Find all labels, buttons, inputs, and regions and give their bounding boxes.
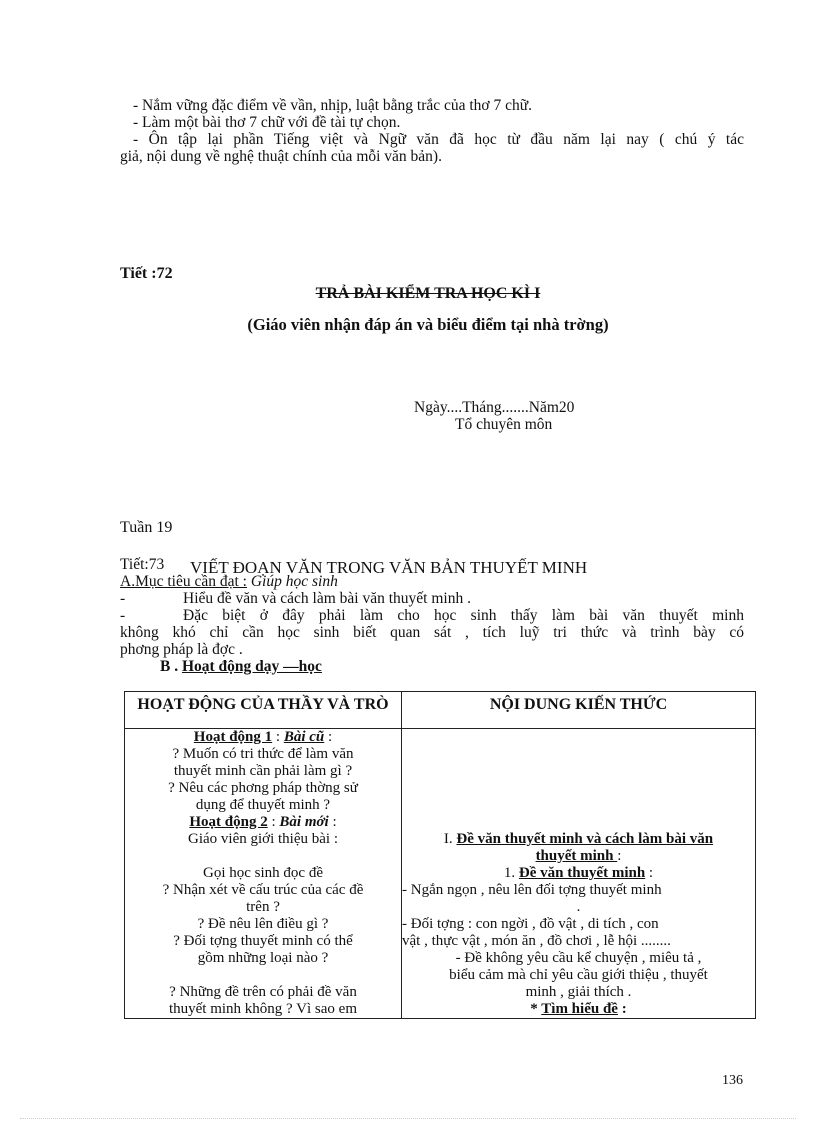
table-header-row <box>125 692 756 729</box>
subsection-tim-hieu-de: Tìm hiểu đề <box>541 1001 618 1017</box>
question-4: ? Đề nêu lên điều gì ? <box>197 916 329 932</box>
activity-2-heading <box>125 814 401 831</box>
teacher-activities-cell <box>125 729 402 1019</box>
activity-1-label: Hoạt động 1 <box>193 729 273 745</box>
lesson-plan-table <box>124 691 756 1019</box>
sign-group: Tổ chuyên môn <box>455 416 553 433</box>
question-5-line-1: ? Đối tợng thuyết minh có thể <box>173 933 353 949</box>
section-1-title-b: thuyết minh <box>535 848 618 864</box>
blank-line <box>125 967 401 984</box>
intro-line-3: - Ôn tập lại phần Tiếng việt và Ngữ văn đã học từ đầu năm lại nay ( chú ý tác <box>133 131 744 148</box>
table-row <box>125 729 756 1019</box>
subsection-1-heading <box>402 865 755 882</box>
objective-1: Hiểu đề văn và cách làm bài văn thuyết minh . <box>183 590 471 607</box>
teacher-intro: Giáo viên giới thiệu bài : <box>188 831 338 847</box>
objective-2-line-3: phơng pháp là đợc . <box>120 641 243 658</box>
question-6-line-1: ? Những đề trên có phải đề văn <box>169 984 357 1000</box>
lesson72-subtitle: (Giáo viên nhận đáp án và biểu điểm tại nhà trờng) <box>247 315 609 334</box>
week-label: Tuần 19 <box>120 519 173 536</box>
question-6-line-2: thuyết minh không ? Vì sao em <box>168 1001 358 1017</box>
objective-2-dash: - <box>120 607 126 624</box>
subsection-heading-tim-hieu-de <box>402 1001 755 1018</box>
content-cell <box>402 729 756 1019</box>
content-point-1-dot: . <box>576 899 581 915</box>
section-1-prefix: I. <box>443 831 457 847</box>
col-content-header: NỘI DUNG KIẾN THỨC <box>402 692 756 729</box>
subsection-1-end: : <box>645 865 654 881</box>
objective-2-line-1: Đặc biệt ở đây phải làm cho học sinh thấy làm bài văn thuyết minh <box>183 607 744 624</box>
objective-2-line-2: không khó chỉ cần học sinh biết quan sát , tích luỹ tri thức và trình bày có <box>120 624 744 641</box>
content-point-1: - Ngắn ngọn , nêu lên đối tợng thuyết minh <box>402 882 662 898</box>
section-1-heading <box>402 831 755 848</box>
activity-1-end: : <box>324 729 333 745</box>
col-teacher-student-header: HOẠT ĐỘNG CỦA THẦY VÀ TRÒ <box>125 692 402 729</box>
lesson72-title: TRẢ BÀI KIỂM TRA HỌC KÌ I <box>315 285 541 302</box>
content-point-2-line-2: vật , thực vật , món ăn , đồ chơi , lễ hội ........ <box>402 933 671 949</box>
blank-line <box>125 848 401 865</box>
objective-1-dash: - <box>120 590 126 607</box>
lesson73-tiet: Tiết:73 <box>120 556 165 573</box>
section-1-title-a: Đề văn thuyết minh và cách làm bài văn <box>456 831 714 847</box>
objectives-label: A.Mục tiêu cần đạt : <box>120 573 247 590</box>
subsection-star: * <box>530 1001 542 1017</box>
question-1-line-2: thuyết minh cần phải làm gì ? <box>173 763 353 779</box>
question-2-line-2: dụng để thuyết minh ? <box>195 797 331 813</box>
intro-line-4: giả, nội dung về nghệ thuật chính của mỗi văn bản). <box>120 148 442 165</box>
intro-line-1: - Nắm vững đặc điểm về vần, nhịp, luật bằng trắc của thơ 7 chữ. <box>133 97 533 114</box>
activity-2-sep: : <box>267 814 280 830</box>
objectives-hint: Giúp học sinh <box>250 573 338 590</box>
question-3-line-1: ? Nhận xét về cấu trúc của các đề <box>162 882 364 898</box>
lesson72-tiet: Tiết :72 <box>120 265 173 282</box>
section-1-heading-cont <box>402 848 755 865</box>
content-point-3-line-2: biểu cảm mà chỉ yêu cầu giới thiệu , thuyết <box>449 967 708 983</box>
objectives-heading <box>120 573 338 590</box>
question-2-line-1: ? Nêu các phơng pháp thờng sử <box>168 780 358 796</box>
section-b-prefix: B . <box>160 658 179 675</box>
sign-date: Ngày....Tháng.......Năm20 <box>414 399 575 416</box>
content-spacer <box>402 729 755 831</box>
subsection-1-prefix: 1. <box>503 865 519 881</box>
content-point-3-line-3: minh , giải thích . <box>525 984 632 1000</box>
question-5-line-2: gồm những loại nào ? <box>197 950 329 966</box>
question-3-line-2: trên ? <box>246 899 280 915</box>
read-prompt: Gọi học sinh đọc đề <box>203 865 323 881</box>
section-b-heading <box>160 658 322 675</box>
intro-line-2: - Làm một bài thơ 7 chữ với đề tài tự chọn. <box>133 114 401 131</box>
section-b-title: Hoạt động dạy —học <box>181 658 322 675</box>
footer-divider <box>20 1118 796 1119</box>
content-point-3-line-1: - Đề không yêu cầu kể chuyện , miêu tả , <box>455 950 702 966</box>
lesson73-title: VIẾT ĐOẠN VĂN TRONG VĂN BẢN THUYẾT MINH <box>190 558 588 577</box>
activity-1-name: Bài cũ <box>283 729 325 745</box>
content-point-2-line-1: - Đối tợng : con ngời , đồ vật , di tích , con <box>402 916 659 932</box>
activity-2-label: Hoạt động 2 <box>189 814 268 830</box>
activity-2-name: Bài mới <box>279 814 329 830</box>
page-number: 136 <box>722 1073 743 1088</box>
section-1-end: : <box>617 848 622 864</box>
activity-1-heading <box>125 729 401 746</box>
subsection-tim-hieu-de-end: : <box>617 1001 627 1017</box>
activity-1-sep: : <box>272 729 284 745</box>
activity-2-end: : <box>328 814 337 830</box>
subsection-1-title: Đề văn thuyết minh <box>518 865 646 881</box>
question-1-line-1: ? Muốn có tri thức để làm văn <box>172 746 354 762</box>
